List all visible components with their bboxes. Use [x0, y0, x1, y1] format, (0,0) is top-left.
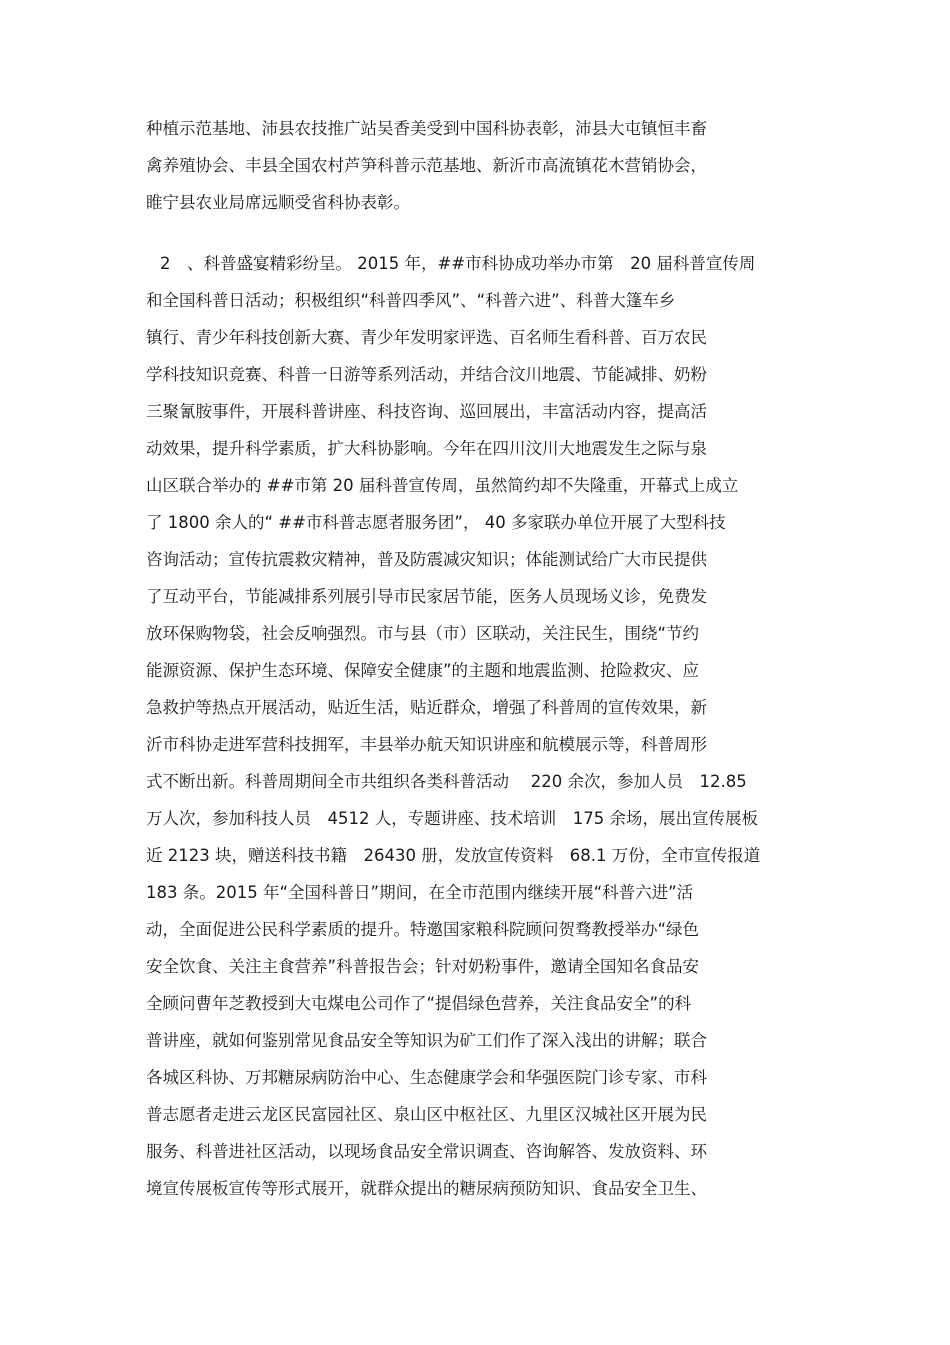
text-line: 普志愿者走进云龙区民富园社区、泉山区中枢社区、九里区汉城社区开展为民	[146, 1105, 707, 1124]
text-line: 禽养殖协会、丰县全国农村芦笋科普示范基地、新沂市高流镇花木营销协会，	[146, 156, 707, 175]
text-line: 了 1800 余人的“ ##市科普志愿者服务团”， 40 多家联办单位开展了大型科技	[146, 513, 726, 532]
text-line: 能源资源、保护生态环境、保障安全健康”的主题和地震监测、抢险救灾、应	[146, 661, 700, 680]
text-line: 放环保购物袋，社会反响强烈。市与县（市）区联动，关注民生，围绕“节约	[146, 624, 700, 643]
text-line: 种植示范基地、沛县农技推广站吴香美受到中国科协表彰，沛县大屯镇恒丰畜	[146, 119, 707, 138]
text-line: 普讲座，就如何鉴别常见食品安全等知识为矿工们作了深入浅出的讲解；联合	[146, 1031, 707, 1050]
text-line: 183 条。2015 年“全国科普日”期间，在全市范围内继续开展“科普六进”活	[146, 883, 694, 902]
text-line: 沂市科协走进军营科技拥军，丰县举办航天知识讲座和航模展示等，科普周形	[146, 735, 707, 754]
text-line: 咨询活动；宣传抗震救灾精神，普及防震减灾知识；体能测试给广大市民提供	[146, 550, 707, 569]
text-line: 了互动平台，节能减排系列展引导市民家居节能，医务人员现场义诊，免费发	[146, 587, 707, 606]
text-line: 镇行、青少年科技创新大赛、青少年发明家评选、百名师生看科普、百万农民	[146, 328, 707, 347]
text-line: 三聚氰胺事件，开展科普讲座、科技咨询、巡回展出，丰富活动内容，提高活	[146, 402, 707, 421]
text-line: 近 2123 块，赠送科技书籍 26430 册，发放宣传资料 68.1 万份，全市宣传报道	[146, 846, 761, 865]
text-line: 万人次，参加科技人员 4512 人，专题讲座、技术培训 175 余场，展出宣传展板	[146, 809, 758, 828]
text-line: 2 、科普盛宴精彩纷呈。 2015 年，##市科协成功举办市第 20 届科普宣传周	[160, 254, 756, 273]
text-line: 学科技知识竞赛、科普一日游等系列活动，并结合汶川地震、节能减排、奶粉	[146, 365, 707, 384]
text-line: 山区联合举办的 ##市第 20 届科普宣传周，虽然简约却不失隆重，开幕式上成立	[146, 476, 739, 495]
text-line: 境宣传展板宣传等形式展开，就群众提出的糖尿病预防知识、食品安全卫生、	[146, 1179, 707, 1198]
text-line: 服务、科普进社区活动，以现场食品安全常识调查、咨询解答、发放资料、环	[146, 1142, 707, 1161]
text-line: 和全国科普日活动；积极组织“科普四季风”、“科普六进”、科普大篷车乡	[146, 291, 676, 310]
text-line: 全顾问曹年芝教授到大屯煤电公司作了“提倡绿色营养，关注食品安全”的科	[146, 994, 692, 1013]
text-line: 安全饮食、关注主食营养”科普报告会；针对奶粉事件，邀请全国知名食品安	[146, 957, 700, 976]
text-line: 动，全面促进公民科学素质的提升。特邀国家粮科院顾问贺骛教授举办“绿色	[146, 920, 700, 939]
text-line: 睢宁县农业局席远顺受省科协表彰。	[146, 193, 410, 212]
text-line: 各城区科协、万邦糖尿病防治中心、生态健康学会和华强医院门诊专家、市科	[146, 1068, 707, 1087]
text-line: 式不断出新。科普周期间全市共组织各类科普活动 220 余次，参加人员 12.85	[146, 772, 747, 791]
text-line: 急救护等热点开展活动，贴近生活，贴近群众，增强了科普周的宣传效果，新	[146, 698, 707, 717]
text-line: 动效果，提升科学素质，扩大科协影响。今年在四川汶川大地震发生之际与泉	[146, 439, 707, 458]
